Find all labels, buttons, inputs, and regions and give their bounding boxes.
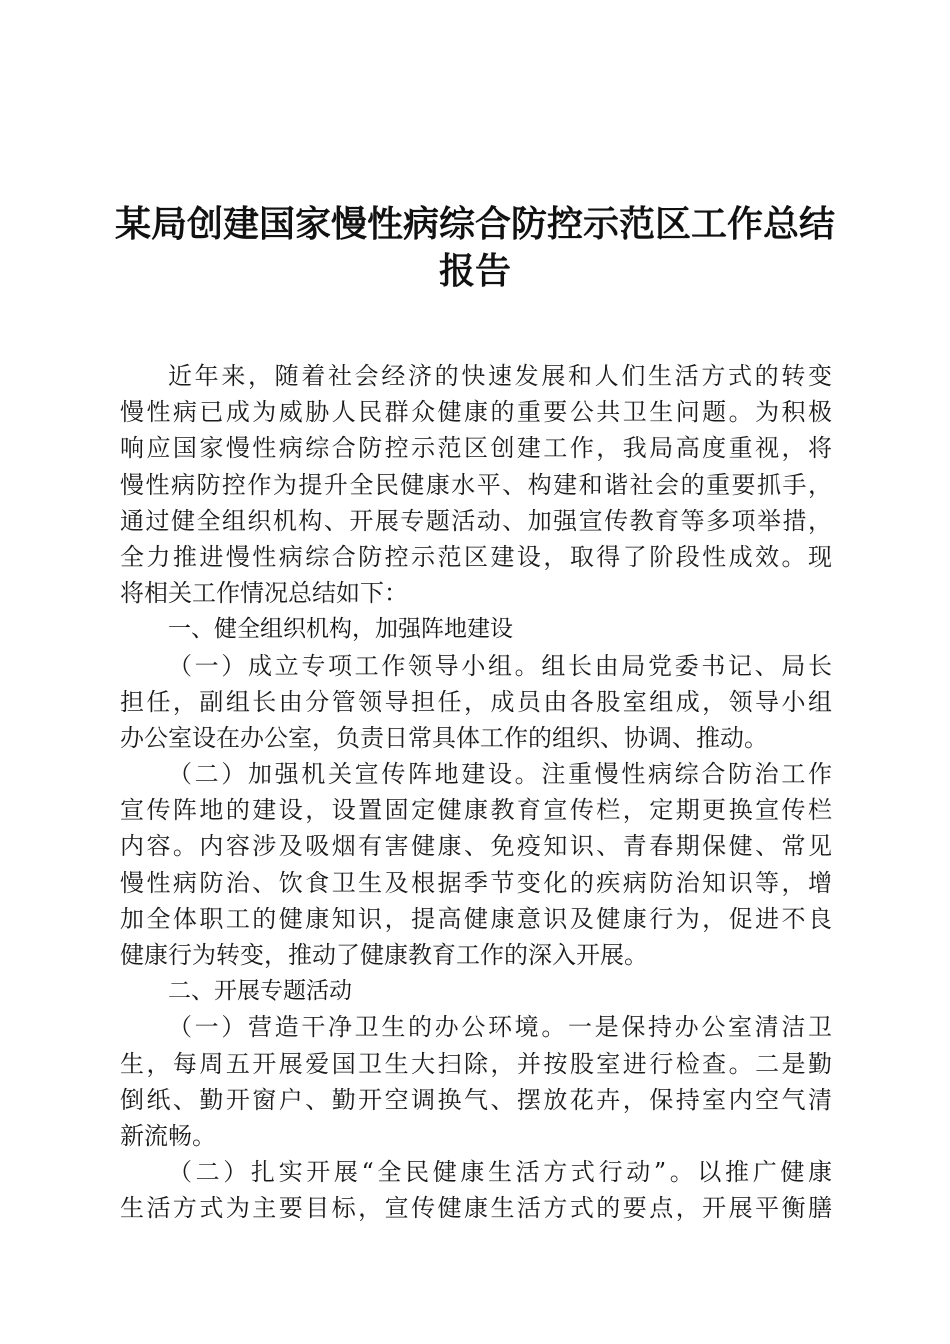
paragraph-line: 生，每周五开展爱国卫生大扫除，并按股室进行检查。二是勤 [120, 1049, 832, 1078]
paragraph-line: 新流畅。 [120, 1121, 216, 1150]
section-heading: 一、健全组织机构，加强阵地建设 [168, 616, 513, 643]
paragraph-line: 担任，副组长由分管领导担任，成员由各股室组成，领导小组 [120, 687, 832, 716]
paragraph-line: 内容。内容涉及吸烟有害健康、免疫知识、青春期保健、常见 [120, 832, 832, 861]
section-heading: 二、开展专题活动 [168, 978, 352, 1005]
paragraph-line: 慢性病已成为威胁人民群众健康的重要公共卫生问题。为积极 [120, 398, 832, 427]
paragraph-line: 办公室设在办公室，负责日常具体工作的组织、协调、推动。 [120, 723, 768, 752]
paragraph-line: 响应国家慢性病综合防控示范区创建工作，我局高度重视，将 [120, 434, 832, 463]
paragraph-line: 全力推进慢性病综合防控示范区建设，取得了阶段性成效。现 [120, 542, 832, 571]
document-body [120, 358, 832, 1227]
paragraph-line: （二）扎实开展“全民健康生活方式行动”。以推广健康 [168, 1158, 832, 1187]
paragraph-line: 将相关工作情况总结如下： [120, 579, 408, 608]
paragraph-line: 倒纸、勤开窗户、勤开空调换气、摆放花卉，保持室内空气清 [120, 1085, 832, 1114]
paragraph-line: 通过健全组织机构、开展专题活动、加强宣传教育等多项举措， [120, 506, 832, 535]
paragraph-line: 慢性病防控作为提升全民健康水平、构建和谐社会的重要抓手， [120, 470, 832, 499]
paragraph-line: （一）营造干净卫生的办公环境。一是保持办公室清洁卫 [168, 1013, 832, 1042]
paragraph-line: 健康行为转变，推动了健康教育工作的深入开展。 [120, 941, 648, 969]
paragraph-line: 近年来，随着社会经济的快速发展和人们生活方式的转变 [168, 362, 832, 390]
paragraph-line: 加全体职工的健康知识，提高健康意识及健康行为，促进不良 [120, 904, 832, 933]
paragraph-line: 宣传阵地的建设，设置固定健康教育宣传栏，定期更换宣传栏 [120, 796, 832, 825]
document-title-line-2: 报告 [438, 250, 511, 292]
document-title-line-1: 某局创建国家慢性病综合防控示范区工作总结 [114, 203, 835, 245]
paragraph-line: （一）成立专项工作领导小组。组长由局党委书记、局长 [168, 651, 832, 680]
paragraph-line: （二）加强机关宣传阵地建设。注重慢性病综合防治工作 [168, 760, 832, 789]
paragraph-line: 慢性病防治、饮食卫生及根据季节变化的疾病防治知识等，增 [120, 868, 832, 897]
paragraph-line: 生活方式为主要目标，宣传健康生活方式的要点，开展平衡膳 [120, 1194, 832, 1223]
